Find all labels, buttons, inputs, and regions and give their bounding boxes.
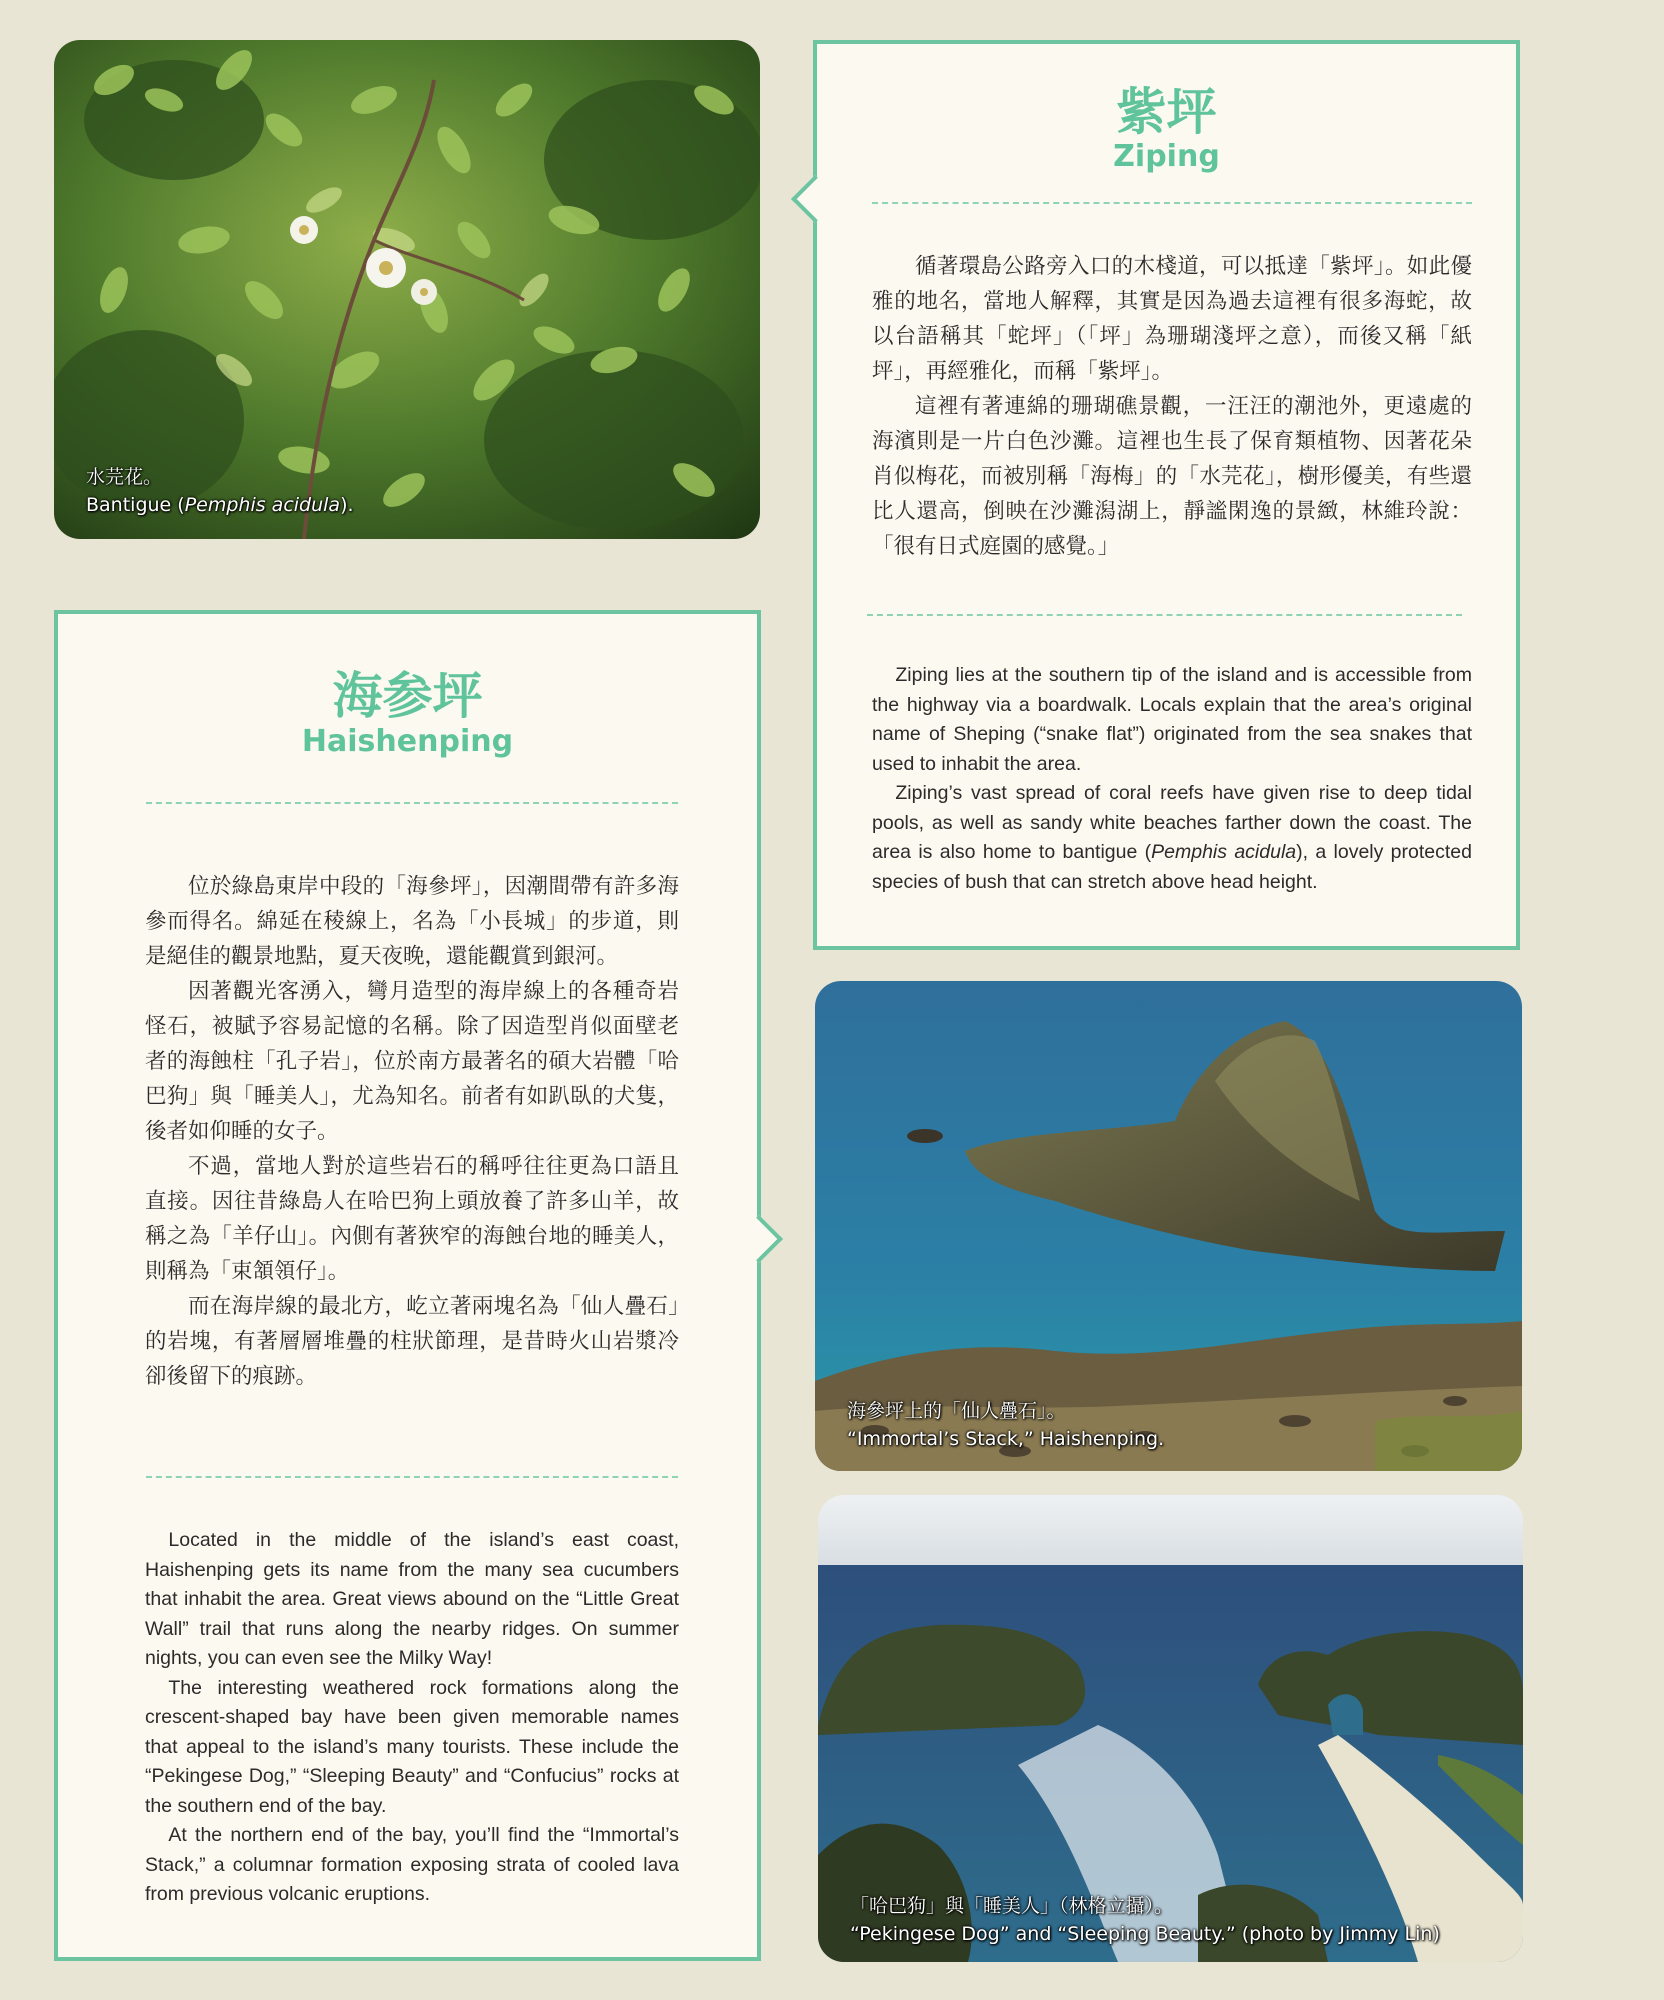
en-paragraph: The interesting weathered rock formations along the crescent-shaped bay have been given memorable names that appeal to the island’s many tourists. These include the “Pekingese Dog,” “Sleeping Beauty” and “Confucius” rocks at the southern end of the bay. (145, 1676, 679, 1817)
zh-paragraph: 而在海岸線的最北方，屹立著兩塊名為「仙人疊石」的岩塊，有著層層堆疊的柱狀節理，是昔時火山岩漿冷卻後留下的痕跡。 (145, 1294, 679, 1389)
caption-en: “Pekingese Dog” and “Sleeping Beauty.” (photo by Jimmy Lin) (850, 1923, 1440, 1945)
haishenping-en-body (145, 1526, 679, 1910)
haishenping-title-zh: 海参坪 (332, 666, 483, 725)
zh-paragraph: 循著環島公路旁入口的木棧道，可以抵達「紫坪」。如此優雅的地名，當地人解釋，其實是因為過去這裡有很多海蛇，故以台語稱其「蛇坪」（「坪」為珊瑚淺坪之意），而後又稱「紙坪」，再經雅化，而稱「紫坪」。 (872, 254, 1472, 384)
photo-immortals-stack (815, 981, 1522, 1471)
zh-paragraph: 不過，當地人對於這些岩石的稱呼往往更為口語且直接。因往昔綠島人在哈巴狗上頭放養了許多山羊，故稱之為「羊仔山」。內側有著狹窄的海蝕台地的睡美人，則稱為「束頷領仔」。 (145, 1154, 679, 1284)
caption-zh: 水芫花。 (86, 466, 163, 488)
pekingese-dog-caption (850, 1892, 1440, 1948)
zh-paragraph: 因著觀光客湧入，彎月造型的海岸線上的各種奇岩怪石，被賦予容易記憶的名稱。除了因造型肖似面壁老者的海蝕柱「孔子岩」，位於南方最著名的碩大岩體「哈巴狗」與「睡美人」，尤為知名。前者有如趴臥的犬隻，後者如仰睡的女子。 (145, 979, 679, 1144)
photo-bantigue (54, 40, 760, 539)
caption-zh: 海參坪上的「仙人疊石」。 (847, 1400, 1066, 1422)
immortals-stack-caption (847, 1397, 1164, 1453)
divider (146, 802, 678, 804)
haishenping-title-en: Haishenping (301, 724, 514, 759)
bantigue-caption (86, 463, 354, 519)
caption-zh: 「哈巴狗」與「睡美人」（林格立攝）。 (850, 1895, 1174, 1917)
photo-pekingese-dog (818, 1495, 1523, 1962)
zh-paragraph: 位於綠島東岸中段的「海參坪」，因潮間帶有許多海參而得名。綿延在稜線上，名為「小長城」的步道，則是絕佳的觀景地點，夏天夜晚，還能觀賞到銀河。 (145, 874, 679, 969)
ziping-title-zh: 紫坪 (1116, 82, 1217, 141)
ziping-card (813, 40, 1520, 950)
card-pointer (735, 1215, 783, 1263)
caption-en: “Immortal’s Stack,” Haishenping. (847, 1428, 1165, 1450)
ziping-title-en: Ziping (1113, 139, 1220, 174)
zh-paragraph: 這裡有著連綿的珊瑚礁景觀，一汪汪的潮池外，更遠處的海濱則是一片白色沙灘。這裡也生長了保育類植物、因著花朵肖似梅花，而被別稱「海梅」的「水芫花」，樹形優美，有些還比人還高，倒映在沙灘潟湖上，靜謐閑逸的景緻，林維玲說：「很有日式庭園的感覺。」 (872, 394, 1472, 559)
en-paragraph: Ziping’s vast spread of coral reefs have given rise to deep tidal pools, as well as sandy white beaches farther down the coast. The area is also home to bantigue (Pemphis acidula), a lovely protected species of bush that can stretch above head height. (872, 782, 1472, 893)
divider (867, 614, 1462, 616)
card-pointer (791, 175, 839, 223)
divider (146, 1476, 678, 1478)
haishenping-card (54, 610, 761, 1961)
en-paragraph: Ziping lies at the southern tip of the island and is accessible from the highway via a boardwalk. Locals explain that the area’s original name of Sheping (“snake flat”) originated from the sea snakes that used to inhabit the area. (872, 664, 1472, 775)
ziping-en-body (872, 661, 1472, 897)
en-paragraph: At the northern end of the bay, you’ll find the “Immortal’s Stack,” a columnar formation exposing strata of cooled lava from previous volcanic eruptions. (145, 1824, 679, 1905)
caption-en: Bantigue (Pemphis acidula). (86, 494, 354, 516)
en-paragraph: Located in the middle of the island’s east coast, Haishenping gets its name from the many sea cucumbers that inhabit the area. Great views abound on the “Little Great Wall” trail that runs along the nearby ridges. On summer nights, you can even see the Milky Way! (145, 1529, 679, 1669)
divider (872, 202, 1472, 204)
haishenping-zh-body (145, 869, 679, 1394)
ziping-zh-body (872, 249, 1472, 564)
